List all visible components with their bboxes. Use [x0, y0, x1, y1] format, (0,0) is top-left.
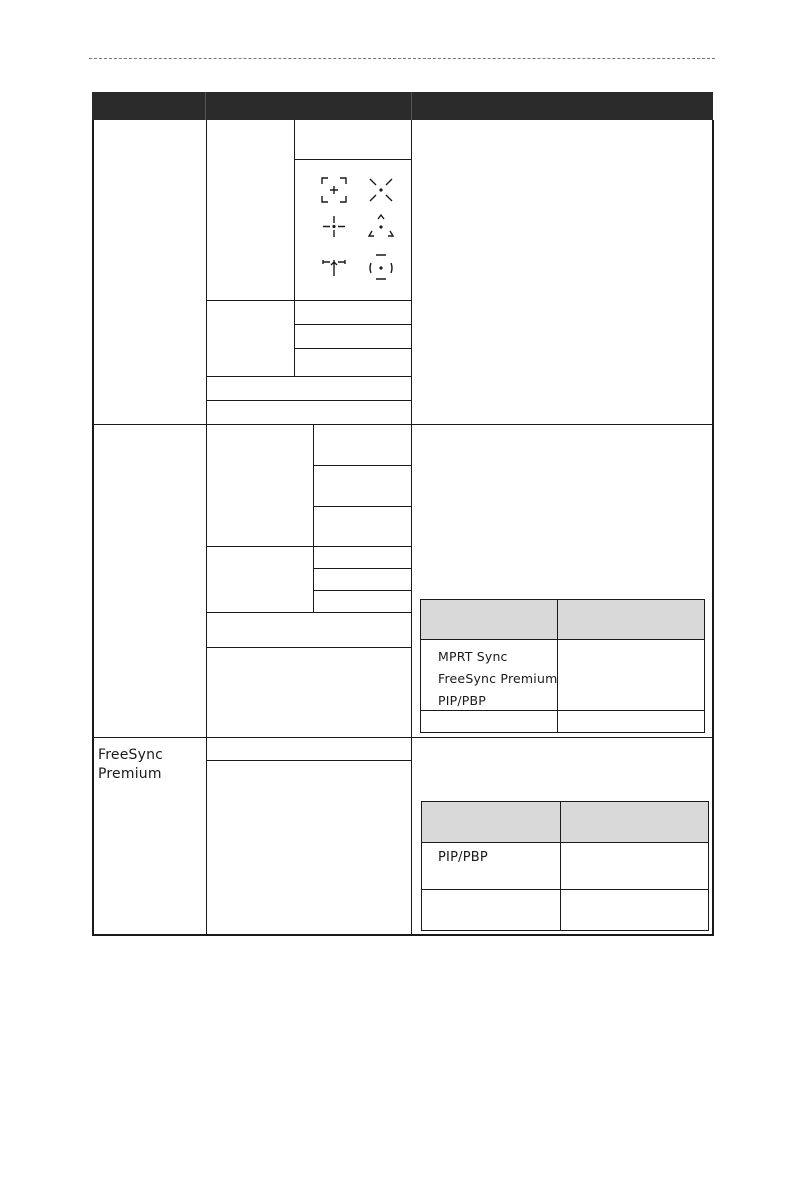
inner-border [704, 599, 705, 733]
sub-line [313, 568, 412, 569]
column-divider-1 [206, 120, 207, 936]
crosshair-icon-2 [370, 179, 392, 201]
column-divider-2 [411, 120, 412, 936]
table-header [92, 92, 713, 120]
sub-line [206, 400, 412, 401]
crosshair-icon-4 [369, 215, 393, 236]
conflict-item-mprt: MPRT Sync [438, 649, 508, 664]
table-left-border [92, 120, 94, 936]
conflict-item-freesync: FreeSync Premium [438, 671, 558, 686]
inner-border [708, 801, 709, 931]
row-separator [92, 424, 714, 425]
sub-divider [294, 120, 295, 301]
freesync-label: FreeSync Premium [98, 747, 164, 782]
inner-border [421, 801, 422, 931]
sub-line [294, 324, 412, 325]
inner-border [421, 930, 709, 931]
inner-border [421, 801, 709, 802]
crosshair-icons [316, 172, 402, 284]
sub-divider [294, 300, 295, 376]
inner-border [421, 889, 709, 890]
crosshair-icon-6 [370, 255, 392, 279]
inner-border [560, 801, 561, 931]
inner-border [557, 599, 558, 733]
header-divider [205, 92, 206, 120]
inner-border [420, 639, 705, 640]
sub-line [206, 612, 412, 613]
freesync-table-item: PIP/PBP [438, 850, 488, 865]
sub-line [294, 159, 412, 160]
sub-line [206, 300, 412, 301]
table-bottom-border [92, 934, 714, 936]
sub-line [206, 647, 412, 648]
crosshair-icon-5 [323, 260, 345, 276]
crosshair-icon-1 [322, 178, 346, 202]
top-divider [89, 58, 715, 59]
inner-border [420, 599, 421, 733]
inner-border [420, 732, 705, 733]
sub-line [294, 348, 412, 349]
sub-divider [313, 424, 314, 612]
sub-line [313, 590, 412, 591]
sub-line [206, 376, 412, 377]
table-right-border [712, 120, 714, 936]
header-divider [411, 92, 412, 120]
crosshair-icon-3 [323, 216, 345, 237]
sub-line [206, 546, 412, 547]
row-separator [92, 737, 714, 738]
inner-border [420, 599, 705, 600]
conflict-item-pip: PIP/PBP [438, 693, 487, 708]
sub-line [313, 465, 412, 466]
sub-line [313, 506, 412, 507]
inner-table-header [421, 801, 709, 842]
inner-table-header [420, 599, 705, 639]
sub-line [206, 760, 412, 761]
inner-border [421, 842, 709, 843]
